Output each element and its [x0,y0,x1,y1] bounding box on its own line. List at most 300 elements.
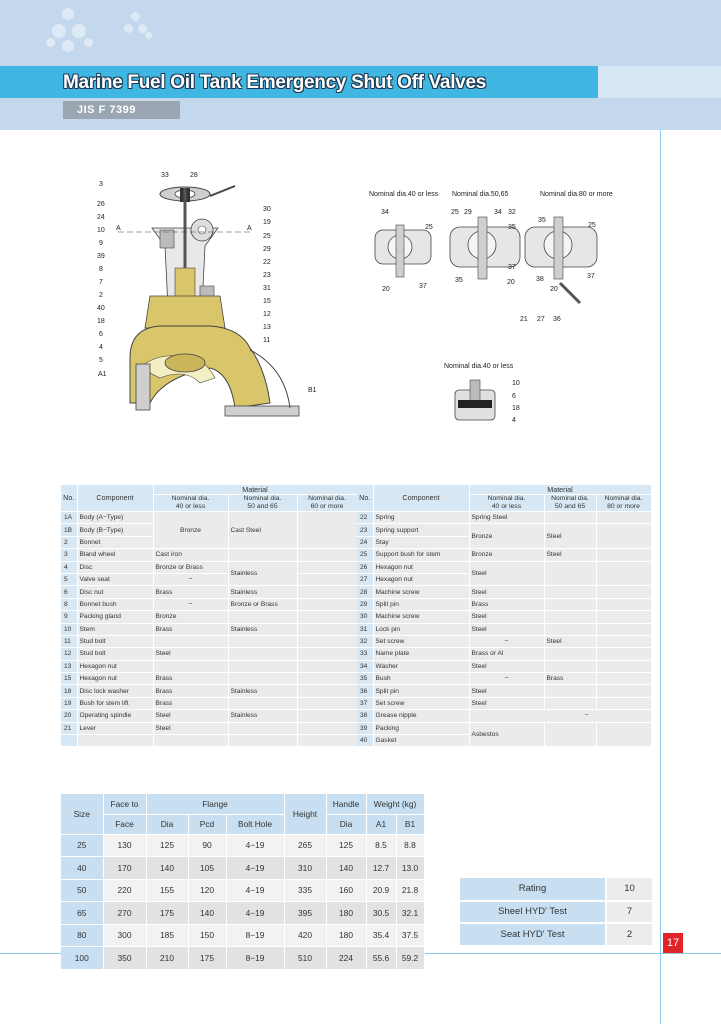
detail-callout-34b: 34 [494,209,502,216]
material-cell [544,512,596,524]
view-label-80-or-more: Nominal dia.80 or more [540,191,613,198]
callout-4: 4 [99,344,103,351]
material-cell [596,648,651,660]
dimension-cell: 185 [146,924,188,947]
callout-24: 24 [97,214,105,221]
material-cell: − [469,673,544,685]
row-number: 29 [357,598,373,610]
decorative-dot [62,8,74,20]
header-handle-dia: Dia [326,814,366,834]
dimension-cell: 510 [284,947,326,970]
component-name: Stay [373,536,469,548]
material-cell [596,623,651,635]
component-name: Body (A−Type) [77,512,153,524]
header-dia-50-65: Nominal dia. 50 and 65 [544,495,596,512]
material-cell [228,635,297,647]
dimensions-rows [61,834,424,969]
row-number: 12 [61,648,77,660]
empty-cell [77,735,153,747]
row-number: 33 [357,648,373,660]
material-cell: Steel [469,623,544,635]
dimension-cell: 150 [188,924,226,947]
view-label-40-or-less: Nominal dia.40 or less [369,191,439,198]
material-cell: Bronze [153,512,228,549]
row-number: 9 [61,611,77,623]
row-number: 27 [357,573,373,585]
table-row [61,623,357,635]
material-cell [228,673,297,685]
table-row [357,673,651,685]
decorative-dot [46,38,55,47]
detail-callout-25c: 25 [588,222,596,229]
detail-callout-32: 32 [508,209,516,216]
detail-callout-20c: 20 [550,286,558,293]
dimension-cell: 335 [284,879,326,902]
row-number: 15 [61,673,77,685]
material-cell [596,685,651,697]
callout-39: 39 [97,253,105,260]
table-row [61,648,357,660]
material-cell: Steel [469,660,544,672]
material-cell [297,561,357,573]
callout-15: 15 [263,298,271,305]
material-cell [544,586,596,598]
material-cell [297,512,357,549]
table-row [357,512,651,524]
material-cell: Spring Steel [469,512,544,524]
row-number: 6 [61,586,77,598]
dimension-cell: 130 [103,834,146,857]
empty-cell [228,735,297,747]
detail-callout-20: 20 [382,286,390,293]
row-number: 28 [357,586,373,598]
table-row [61,561,357,573]
detail-callout-27: 27 [537,316,545,323]
table-row [357,586,651,598]
dimension-cell: 420 [284,924,326,947]
component-name: Body (B−Type) [77,524,153,536]
dimension-cell: 4−19 [226,857,284,880]
detail-callout-37: 37 [419,283,427,290]
detail-callout-20b: 20 [507,279,515,286]
table-row [357,697,651,709]
row-number: 1A [61,512,77,524]
table-row [61,685,357,697]
material-cell: Brass [469,598,544,610]
material-cell: Bronze [469,549,544,561]
component-name: Hexagon nut [373,561,469,573]
material-cell [596,561,651,586]
material-cell [297,573,357,585]
dimension-cell: 175 [146,902,188,925]
table-row [61,549,357,561]
material-cell: Stainless [228,685,297,697]
table-row [61,834,424,857]
material-cell [297,685,357,697]
material-cell: Cast Steel [228,512,297,549]
header-flange: Flange [146,794,284,814]
material-cell [596,635,651,647]
row-number: 10 [61,623,77,635]
dimension-cell: 220 [103,879,146,902]
header-dia-40: Nominal dia. 40 or less [469,495,544,512]
empty-cell [61,735,77,747]
dimension-cell: 310 [284,857,326,880]
header-handle: Handle [326,794,366,814]
component-name: Hexagon nut [373,573,469,585]
dimension-cell: 21.8 [396,879,424,902]
material-cell: Bronze or Brass [153,561,228,573]
page-title: Marine Fuel Oil Tank Emergency Shut Off Valves [63,72,486,93]
materials-right-rows [357,512,651,747]
material-cell: − [153,573,228,585]
rating-value: 2 [606,923,652,946]
header-height: Height [284,794,326,834]
table-row [61,611,357,623]
material-cell: Brass [153,697,228,709]
callout-a1: A1 [98,371,107,378]
material-cell: − [153,598,228,610]
material-cell [544,697,596,709]
component-name: Lock pin [373,623,469,635]
page-number: 17 [663,933,683,953]
table-row [357,524,651,536]
material-cell [228,660,297,672]
dimension-cell: 140 [188,902,226,925]
detail-callout-35: 35 [508,224,516,231]
row-number: 36 [357,685,373,697]
material-cell: Steel [153,648,228,660]
detail-callout-25b: 25 [451,209,459,216]
material-cell [297,635,357,647]
materials-table-right [357,485,652,747]
dimension-cell: 180 [326,924,366,947]
table-row-empty [61,735,357,747]
header-dia-60: Nominal dia. 60 or more [297,495,357,512]
material-cell: Brass [153,623,228,635]
component-name: Packing gland [77,611,153,623]
material-cell [544,623,596,635]
header-component: Component [373,485,469,512]
row-number: 24 [357,536,373,548]
table-row [61,879,424,902]
callout-22: 22 [263,259,271,266]
row-number: 19 [61,697,77,709]
decorative-dot [145,32,152,39]
table-row [61,635,357,647]
size-cell: 25 [61,834,103,857]
empty-cell [153,735,228,747]
table-row [357,710,651,722]
view-label-50-65: Nominal dia.50,65 [452,191,509,198]
table-row [61,947,424,970]
table-row [357,623,651,635]
dimension-cell: 8−19 [226,947,284,970]
callout-19: 19 [263,219,271,226]
table-row [61,598,357,610]
detail-callout-25: 25 [425,224,433,231]
table-row [61,924,424,947]
material-cell: Bronze [153,611,228,623]
component-name: Packing [373,722,469,734]
header-flange-dia: Dia [146,814,188,834]
dimension-cell: 20.9 [366,879,396,902]
decorative-dot [124,24,133,33]
valve-section-drawing [90,168,330,426]
material-cell [596,512,651,524]
material-cell [297,710,357,722]
bottom-callout-4: 4 [512,417,516,424]
callout-29: 29 [263,246,271,253]
component-name: Gasket [373,735,469,747]
margin-rule-vertical [660,130,661,1024]
callout-10: 10 [97,227,105,234]
dimension-cell: 55.6 [366,947,396,970]
decorative-dot [52,24,66,38]
callout-26: 26 [97,201,105,208]
row-number: 32 [357,635,373,647]
component-name: Split pin [373,598,469,610]
material-cell: Steel [544,549,596,561]
material-cell: Steel [544,524,596,549]
detail-views-drawing [370,205,600,315]
dimension-cell: 120 [188,879,226,902]
material-cell [596,611,651,623]
callout-33: 33 [161,172,169,179]
bottom-callout-10: 10 [512,380,520,387]
header-material: Material [153,485,357,495]
dimension-cell: 4−19 [226,902,284,925]
rating-rows [460,878,652,946]
material-cell [297,549,357,561]
rating-value: 10 [606,878,652,901]
row-number: 31 [357,623,373,635]
material-cell [544,598,596,610]
size-cell: 100 [61,947,103,970]
material-cell: Cast iron [153,549,228,561]
material-cell: Asbestos [469,722,544,747]
callout-13: 13 [263,324,271,331]
row-number: 22 [357,512,373,524]
material-cell [297,598,357,610]
dimension-cell: 13.0 [396,857,424,880]
dimension-cell: 270 [103,902,146,925]
callout-23: 23 [263,272,271,279]
row-number: 25 [357,549,373,561]
component-name: Name plate [373,648,469,660]
header-weight-b1: B1 [396,814,424,834]
dimension-cell: 4−19 [226,879,284,902]
size-cell: 80 [61,924,103,947]
rating-table [460,878,652,947]
header-dia-80: Nominal dia. 80 or more [596,495,651,512]
header-no: No. [357,485,373,512]
callout-30: 30 [263,206,271,213]
dimension-cell: 8.5 [366,834,396,857]
material-cell: − [469,635,544,647]
header-component: Component [77,485,153,512]
component-name: Disc nut [77,586,153,598]
callout-11: 11 [263,337,271,344]
detail-callout-38: 38 [536,276,544,283]
component-name: Spring [373,512,469,524]
decorative-dot [62,40,74,52]
material-cell: Bronze or Brass [228,598,297,610]
row-number: 13 [61,660,77,672]
material-cell [297,660,357,672]
dimension-cell: 8−19 [226,924,284,947]
component-name: Hexagon nut [77,673,153,685]
callout-7: 7 [99,279,103,286]
row-number: 3 [61,549,77,561]
material-cell: Steel [469,697,544,709]
material-cell: Bronze [469,524,544,549]
dimension-cell: 37.5 [396,924,424,947]
material-cell [596,697,651,709]
callout-25: 25 [263,233,271,240]
material-cell [228,697,297,709]
dimension-cell: 8.8 [396,834,424,857]
material-cell [544,648,596,660]
row-number: 40 [357,735,373,747]
table-row [61,586,357,598]
callout-3: 3 [99,181,103,188]
material-cell [544,660,596,672]
table-row [460,923,652,946]
material-cell [544,561,596,586]
material-cell: Stainless [228,586,297,598]
component-name: Stud bolt [77,635,153,647]
material-cell [596,549,651,561]
header-weight: Weight (kg) [366,794,424,814]
materials-table-left [61,485,358,747]
dimension-cell: 350 [103,947,146,970]
row-number: 5 [61,573,77,585]
component-name: Stem [77,623,153,635]
component-name: Machine screw [373,586,469,598]
dimension-cell: 155 [146,879,188,902]
material-cell [596,660,651,672]
section-mark-a-left: A [116,225,121,232]
decorative-dot [131,12,140,21]
table-row [61,902,424,925]
component-name: Bonnet [77,536,153,548]
material-cell [596,586,651,598]
table-row [460,878,652,901]
size-cell: 65 [61,902,103,925]
material-cell [297,673,357,685]
material-cell [297,586,357,598]
dimension-cell: 395 [284,902,326,925]
row-number: 34 [357,660,373,672]
component-name: Bush [373,673,469,685]
decorative-dot [72,24,86,38]
component-name: Disc lock washer [77,685,153,697]
callout-40: 40 [97,305,105,312]
rating-label: Sheel HYD' Test [460,901,606,924]
row-number: 23 [357,524,373,536]
dimension-cell: 59.2 [396,947,424,970]
dimension-cell: 125 [146,834,188,857]
dimension-cell: 35.4 [366,924,396,947]
callout-18: 18 [97,318,105,325]
component-name: Bonnet bush [77,598,153,610]
material-cell [596,598,651,610]
dimension-cell: 140 [326,857,366,880]
component-name: Bland wheel [77,549,153,561]
header-dia-40: Nominal dia. 40 or less [153,495,228,512]
table-row [61,710,357,722]
table-row [357,561,651,573]
material-cell [297,648,357,660]
component-name: Valve seat [77,573,153,585]
rating-label: Rating [460,878,606,901]
row-number: 1B [61,524,77,536]
row-number: 20 [61,710,77,722]
row-number: 21 [61,722,77,734]
dimensions-table [61,794,425,970]
dimension-cell: 170 [103,857,146,880]
detail-callout-35c: 35 [538,217,546,224]
material-cell: Stainless [228,561,297,586]
callout-b1: B1 [308,387,317,394]
table-row [61,673,357,685]
table-row [357,722,651,734]
rating-value: 7 [606,901,652,924]
disc-detail-drawing [450,378,510,428]
dimension-cell: 175 [188,947,226,970]
material-cell [297,697,357,709]
bottom-view-label: Nominal dia.40 or less [444,363,514,370]
material-cell: Steel [469,685,544,697]
row-number: 4 [61,561,77,573]
dimension-cell: 224 [326,947,366,970]
material-cell: Brass [153,685,228,697]
row-number: 18 [61,685,77,697]
table-row [61,660,357,672]
row-number: 8 [61,598,77,610]
material-cell: Steel [469,611,544,623]
material-cell: Brass [153,586,228,598]
size-cell: 40 [61,857,103,880]
material-cell [544,722,596,747]
table-row [61,573,357,585]
component-name: Set screw [373,697,469,709]
detail-callout-29: 29 [464,209,472,216]
dimension-cell: 30.5 [366,902,396,925]
table-row [357,598,651,610]
material-cell [153,660,228,672]
dimension-cell: 105 [188,857,226,880]
detail-callout-37c: 37 [587,273,595,280]
component-name: Support bush for stem [373,549,469,561]
material-cell [297,611,357,623]
callout-2: 2 [99,292,103,299]
callout-5: 5 [99,357,103,364]
table-row [357,648,651,660]
material-cell [297,722,357,734]
callout-12: 12 [263,311,271,318]
component-name: Set screw [373,635,469,647]
material-cell: Brass [544,673,596,685]
table-row [357,611,651,623]
row-number: 37 [357,697,373,709]
row-number: 26 [357,561,373,573]
callout-31: 31 [263,285,271,292]
dimension-cell: 265 [284,834,326,857]
dimension-cell: 12.7 [366,857,396,880]
section-mark-a-right: A [247,225,252,232]
